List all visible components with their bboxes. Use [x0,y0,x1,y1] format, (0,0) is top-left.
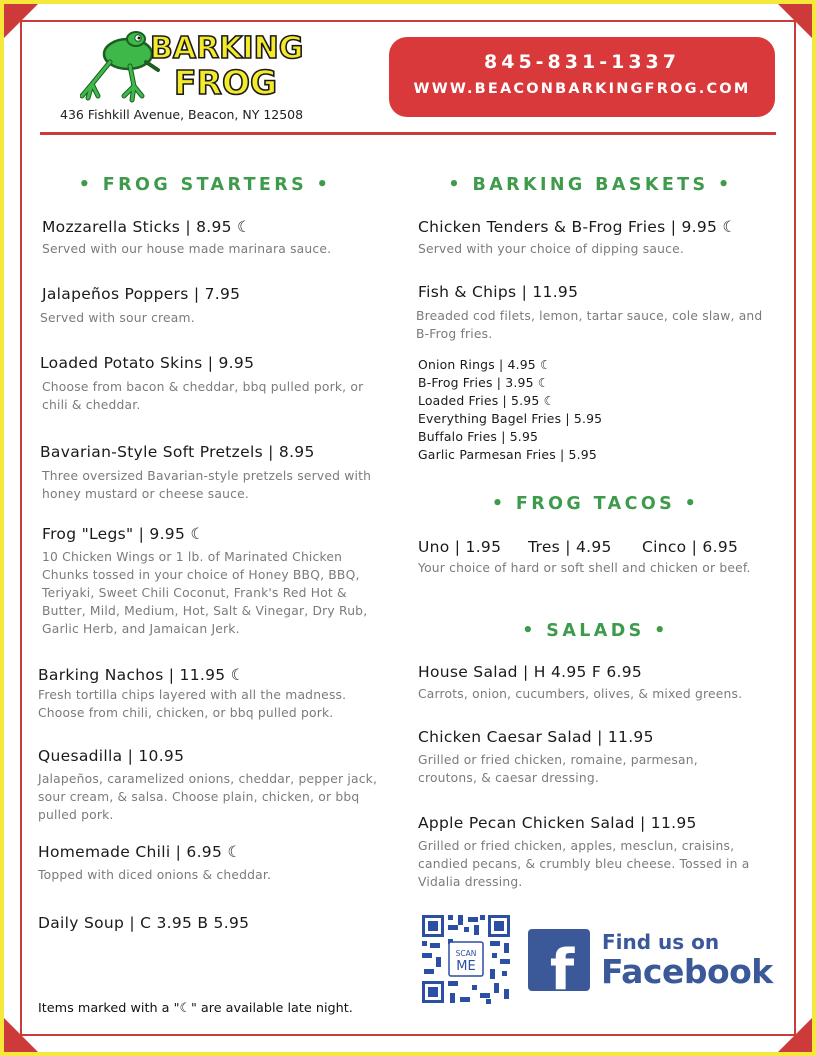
menu-item-desc: Jalapeños, caramelized onions, cheddar, pepper jack, sour cream, & salsa. Choose plain, chicken, or bbq pulled pork. [38,772,378,822]
section-title-barking-baskets: • BARKING BASKETS • [448,175,733,195]
menu-item-name: Jalapeños Poppers | 7.95 [42,285,241,303]
list-item: Everything Bagel Fries | 5.95 [418,411,603,426]
menu-item-desc: Served with sour cream. [40,311,195,325]
menu-item-desc: Three oversized Bavarian-style pretzels served with honey mustard or cheese sauce. [42,469,372,501]
section-title-frog-starters: • FROG STARTERS • [78,175,332,195]
header-divider [40,132,776,135]
list-item: Garlic Parmesan Fries | 5.95 [418,447,597,462]
facebook-label-line1[interactable]: Find us on [602,930,720,954]
list-item: Onion Rings | 4.95 ☾ [418,357,552,372]
qr-code[interactable] [420,913,512,1005]
list-item: Loaded Fries | 5.95 ☾ [418,393,555,408]
list-item: Buffalo Fries | 5.95 [418,429,539,444]
menu-item-name: Fish & Chips | 11.95 [418,283,579,301]
svg-text:BARKING: BARKING [150,31,304,66]
svg-text:FROG: FROG [174,63,278,102]
menu-item-name: House Salad | H 4.95 F 6.95 [418,663,643,681]
menu-item-name: Mozzarella Sticks | 8.95 ☾ [42,218,252,236]
address: 436 Fishkill Avenue, Beacon, NY 12508 [60,107,304,122]
menu-item-desc: Grilled or fried chicken, apples, mesclun, craisins, candied pecans, & crumbly bleu cheese. Tossed in a Vidalia dressing. [418,839,750,889]
menu-item-desc: Topped with diced onions & cheddar. [38,868,272,882]
taco-tres: Tres | 4.95 [528,538,612,556]
menu-item-name: Loaded Potato Skins | 9.95 [40,354,255,372]
menu-item-name: Frog "Legs" | 9.95 ☾ [42,525,205,543]
section-title-frog-tacos: • FROG TACOS • [491,494,700,514]
svg-text:f: f [549,938,575,991]
svg-text:ME: ME [456,959,476,974]
menu-item-name: Daily Soup | C 3.95 B 5.95 [38,914,250,932]
menu-item-name: Apple Pecan Chicken Salad | 11.95 [418,814,697,832]
contact-banner [389,37,775,117]
facebook-icon[interactable] [528,929,590,991]
menu-item-name: Barking Nachos | 11.95 ☾ [38,666,245,684]
menu-item-desc: Choose from bacon & cheddar, bbq pulled pork, or chili & cheddar. [42,380,364,412]
facebook-label-line2[interactable]: Facebook [601,952,773,991]
menu-item-desc: 10 Chicken Wings or 1 lb. of Marinated Chicken Chunks tossed in your choice of Honey BBQ, BBQ, Teriyaki, Sweet Chili Coconut, Frank's Red Hot & Butter, Mild, Medium, Hot, Salt & Vinegar, Dry Rub, Garlic Herb, and Jamaican Jerk. [42,550,368,636]
menu-item-desc: Served with our house made marinara sauce. [42,242,332,256]
phone-number[interactable]: 845-831-1337 [484,51,680,73]
menu-item-desc: Served with your choice of dipping sauce. [418,242,684,256]
website-link[interactable]: WWW.BEACONBARKINGFROG.COM [413,81,751,97]
fries-list [418,356,602,464]
svg-text:SCAN: SCAN [455,949,477,958]
taco-cinco: Cinco | 6.95 [642,538,739,556]
late-night-footnote: Items marked with a "☾" are available late night. [38,1001,353,1016]
menu-item-name: Quesadilla | 10.95 [38,747,185,765]
section-title-salads: • SALADS • [522,621,669,641]
menu-item-desc: Carrots, onion, cucumbers, olives, & mixed greens. [418,687,743,701]
taco-uno: Uno | 1.95 [418,538,502,556]
menu-item-desc: Fresh tortilla chips layered with all the madness. Choose from chili, chicken, or bbq pulled pork. [38,688,347,720]
corner-decoration [778,1018,812,1052]
menu-item-desc: Your choice of hard or soft shell and chicken or beef. [418,561,751,575]
list-item: B-Frog Fries | 3.95 ☾ [418,375,550,390]
menu-item-name: Chicken Caesar Salad | 11.95 [418,728,654,746]
menu-item-name: Bavarian-Style Soft Pretzels | 8.95 [40,443,315,461]
corner-decoration [4,1018,38,1052]
menu-item-name: Homemade Chili | 6.95 ☾ [38,843,242,861]
menu-item-name: Chicken Tenders & B-Frog Fries | 9.95 ☾ [418,218,737,236]
menu-item-desc: Breaded cod filets, lemon, tartar sauce, cole slaw, and B-Frog fries. [416,309,763,341]
corner-decoration [778,4,812,38]
barking-frog-logo [80,24,305,106]
menu-item-desc: Grilled or fried chicken, romaine, parmesan, croutons, & caesar dressing. [418,753,698,785]
corner-decoration [4,4,38,38]
